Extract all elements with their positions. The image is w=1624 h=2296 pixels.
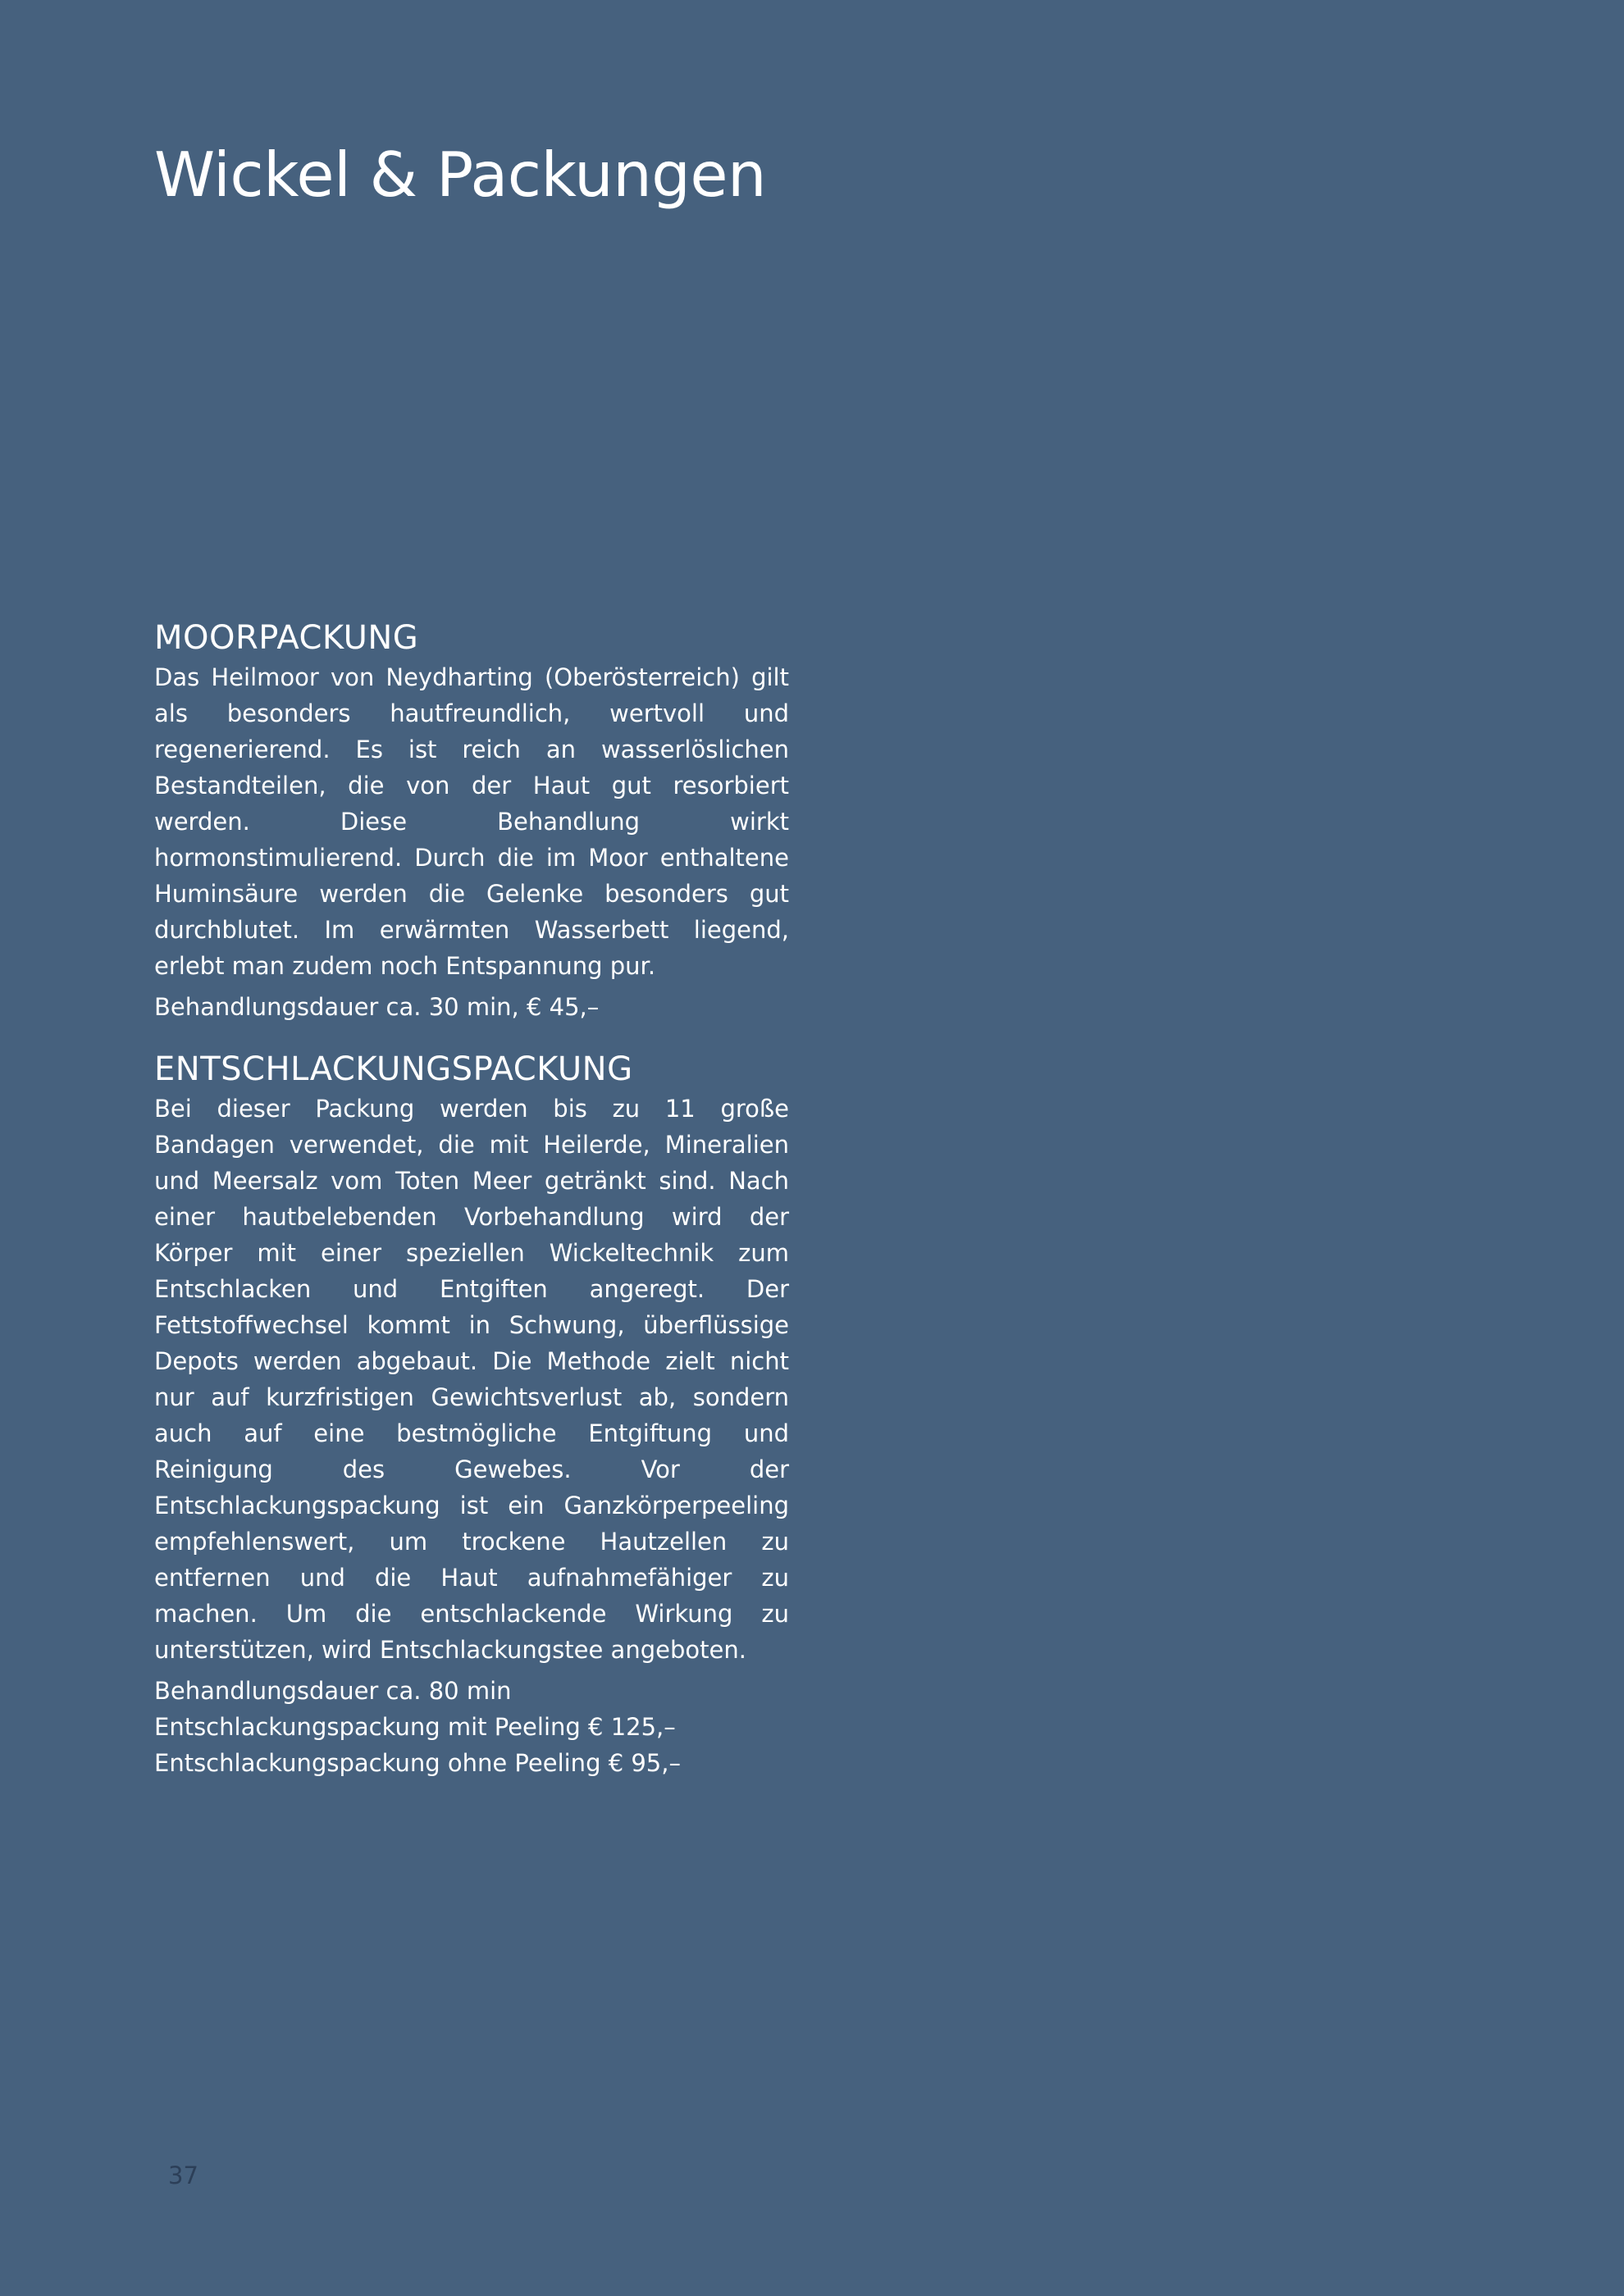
section-heading: MOORPACKUNG (154, 619, 419, 657)
section-moorpackung (154, 617, 789, 1025)
price-without-peeling: Entschlackungspackung ohne Peeling € 95,– (154, 1749, 681, 1777)
section-description: Bei dieser Packung werden bis zu 11 große Bandagen verwendet, die mit Heilerde, Mineralien und Meersalz vom Toten Meer getränkt sind. Nach einer hautbelebenden Vorbehandlung wird der Körper mit einer speziellen Wickeltechnik zum Entschlacken und Entgiften angeregt. Der Fettstoffwechsel kommt in Schwung, überflüssige Depots werden abgebaut. Die Methode zielt nicht nur auf kurzfristigen Gewichtsverlust ab, sondern auch auf eine bestmögliche Entgiftung und Reinigung des Gewebes. Vor der Entschlackungspackung ist ein Ganzkörperpeeling empfehlenswert, um trockene Hautzellen zu entfernen und die Haut aufnahmefähiger zu machen. Um die entschlackende Wirkung zu unterstützen, wird Entschlackungstee angeboten. (154, 1095, 789, 1664)
treatment-duration-price: Behandlungsdauer ca. 30 min, € 45,– (154, 993, 600, 1021)
section-heading: ENTSCHLACKUNGSPACKUNG (154, 1050, 633, 1088)
treatment-list (154, 617, 789, 1781)
section-description: Das Heilmoor von Neydharting (Oberösterreich) gilt als besonders hautfreundlich, wertvoll und regenerierend. Es ist reich an wasserlöslichen Bestandteilen, die von der Haut gut resorbiert werden. Diese Behandlung wirkt hormonstimulierend. Durch die im Moor enthaltene Huminsäure werden die Gelenke besonders gut durchblutet. Im erwärmten Wasserbett liegend, erlebt man zudem noch Entspannung pur. (154, 663, 789, 980)
section-entschlackungspackung (154, 1048, 789, 1781)
page-number: 37 (168, 2162, 198, 2189)
price-with-peeling: Entschlackungspackung mit Peeling € 125,– (154, 1713, 676, 1741)
page-title: Wickel & Packungen (154, 139, 767, 211)
treatment-duration: Behandlungsdauer ca. 80 min (154, 1677, 512, 1705)
